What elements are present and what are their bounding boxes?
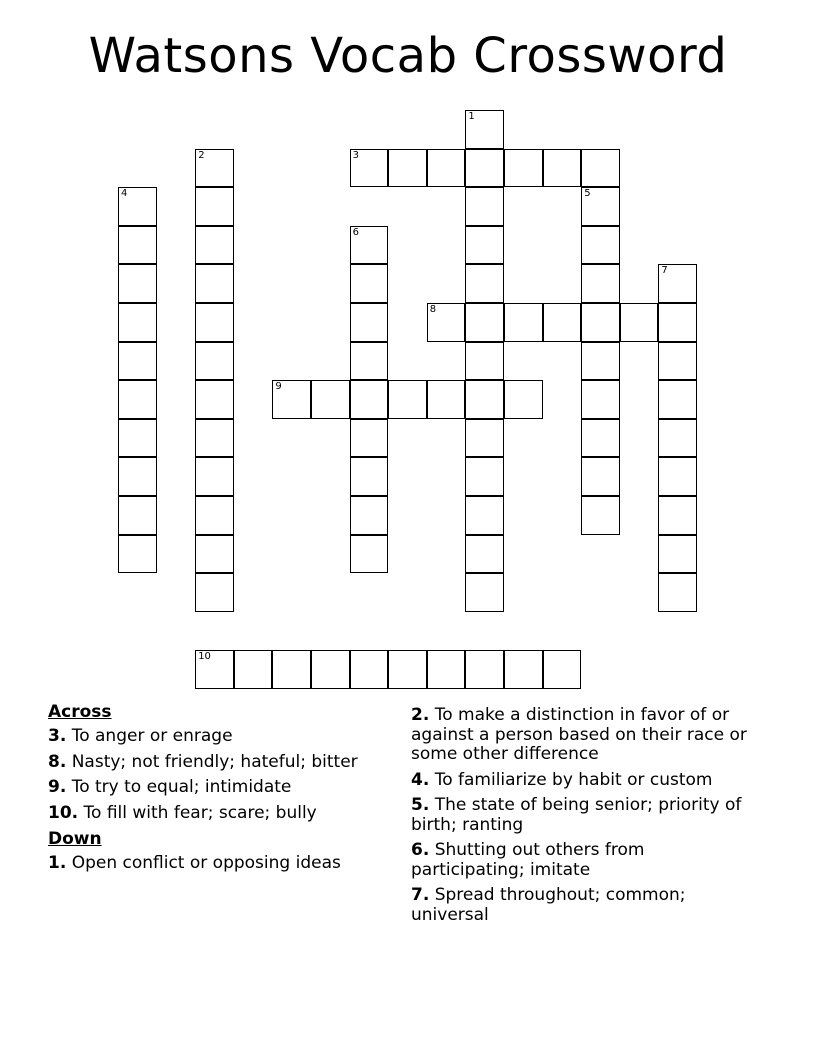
crossword-cell[interactable] bbox=[388, 149, 427, 188]
crossword-cell[interactable] bbox=[118, 342, 157, 381]
cell-number: 9 bbox=[275, 381, 282, 393]
crossword-cell[interactable] bbox=[350, 535, 389, 574]
crossword-cell[interactable] bbox=[195, 457, 234, 496]
clue-text: The state of being senior; priority of birth; ranting bbox=[411, 795, 742, 835]
crossword-cell[interactable] bbox=[581, 264, 620, 303]
crossword-cell[interactable] bbox=[311, 650, 350, 689]
crossword-cell[interactable] bbox=[543, 149, 582, 188]
clue-number: 5. bbox=[411, 795, 430, 815]
cell-number: 4 bbox=[121, 188, 128, 200]
down-clue bbox=[411, 841, 756, 880]
clue-text: Nasty; not friendly; hateful; bitter bbox=[71, 751, 358, 772]
crossword-cell[interactable] bbox=[350, 419, 389, 458]
crossword-cell[interactable] bbox=[427, 149, 466, 188]
clue-text: To fill with fear; scare; bully bbox=[83, 802, 317, 823]
clue-text: To anger or enrage bbox=[71, 726, 233, 746]
down-clue bbox=[411, 771, 756, 791]
across-heading: Across bbox=[48, 702, 112, 722]
crossword-cell[interactable] bbox=[195, 650, 234, 689]
crossword-cell[interactable] bbox=[581, 496, 620, 535]
clue-number: 3. bbox=[48, 726, 67, 746]
cell-number: 6 bbox=[352, 226, 359, 238]
crossword-cell[interactable] bbox=[658, 303, 697, 342]
clue-text: To make a distinction in favor of or against a person based on their race or some other difference bbox=[411, 705, 747, 764]
crossword-cell[interactable] bbox=[620, 303, 659, 342]
crossword-cell[interactable] bbox=[581, 303, 620, 342]
crossword-cell[interactable] bbox=[658, 457, 697, 496]
cell-number: 5 bbox=[584, 188, 591, 200]
crossword-cell[interactable] bbox=[465, 573, 504, 612]
crossword-cell[interactable] bbox=[465, 110, 504, 149]
clues-left-column bbox=[48, 702, 388, 880]
clue-number: 10. bbox=[48, 802, 79, 823]
crossword-cell[interactable] bbox=[465, 342, 504, 381]
page-title: Watsons Vocab Crossword bbox=[88, 28, 728, 84]
cell-number: 7 bbox=[661, 265, 668, 277]
crossword-cell[interactable] bbox=[195, 573, 234, 612]
crossword-cell[interactable] bbox=[118, 264, 157, 303]
down-clue bbox=[411, 706, 756, 765]
crossword-cell[interactable] bbox=[504, 650, 543, 689]
crossword-cell[interactable] bbox=[350, 342, 389, 381]
crossword-cell[interactable] bbox=[195, 303, 234, 342]
crossword-cell[interactable] bbox=[504, 303, 543, 342]
crossword-cell[interactable] bbox=[465, 303, 504, 342]
crossword-cell[interactable] bbox=[658, 573, 697, 612]
crossword-cell[interactable] bbox=[465, 187, 504, 226]
clue-number: 2. bbox=[411, 705, 430, 725]
crossword-cell[interactable] bbox=[658, 419, 697, 458]
crossword-cell[interactable] bbox=[118, 187, 157, 226]
clue-number: 7. bbox=[411, 885, 430, 905]
cell-number: 1 bbox=[468, 111, 475, 122]
crossword-cell[interactable] bbox=[350, 149, 389, 188]
across-clue bbox=[48, 804, 388, 824]
crossword-cell[interactable] bbox=[118, 303, 157, 342]
crossword-cell[interactable] bbox=[427, 380, 466, 419]
across-clue-list bbox=[48, 727, 388, 823]
crossword-cell[interactable] bbox=[581, 342, 620, 381]
across-clue bbox=[48, 778, 388, 798]
down-clue bbox=[411, 886, 756, 925]
crossword-cell[interactable] bbox=[465, 380, 504, 419]
crossword-cell[interactable] bbox=[581, 457, 620, 496]
crossword-cell[interactable] bbox=[543, 303, 582, 342]
down-clue bbox=[48, 854, 388, 874]
crossword-cell[interactable] bbox=[195, 264, 234, 303]
crossword-cell[interactable] bbox=[118, 419, 157, 458]
crossword-cell[interactable] bbox=[465, 149, 504, 188]
crossword-cell[interactable] bbox=[118, 226, 157, 265]
crossword-cell[interactable] bbox=[658, 264, 697, 303]
clue-text: To familiarize by habit or custom bbox=[434, 769, 713, 790]
crossword-cell[interactable] bbox=[465, 535, 504, 574]
crossword-cell[interactable] bbox=[465, 496, 504, 535]
down-clue bbox=[411, 796, 756, 835]
crossword-cell[interactable] bbox=[118, 535, 157, 574]
crossword-cell[interactable] bbox=[465, 264, 504, 303]
crossword-cell[interactable] bbox=[195, 535, 234, 574]
crossword-cell[interactable] bbox=[311, 380, 350, 419]
crossword-cell[interactable] bbox=[350, 496, 389, 535]
across-clue bbox=[48, 727, 388, 747]
crossword-cell[interactable] bbox=[581, 419, 620, 458]
crossword-cell[interactable] bbox=[388, 650, 427, 689]
crossword-cell[interactable] bbox=[118, 457, 157, 496]
clue-number: 1. bbox=[48, 853, 67, 873]
clue-number: 4. bbox=[411, 769, 430, 790]
clue-text: Spread throughout; common; universal bbox=[411, 885, 686, 925]
crossword-cell[interactable] bbox=[350, 457, 389, 496]
crossword-cell[interactable] bbox=[543, 650, 582, 689]
crossword-cell[interactable] bbox=[350, 226, 389, 265]
crossword-cell[interactable] bbox=[350, 264, 389, 303]
crossword-cell[interactable] bbox=[465, 457, 504, 496]
crossword-cell[interactable] bbox=[272, 380, 311, 419]
crossword-cell[interactable] bbox=[581, 380, 620, 419]
crossword-cell[interactable] bbox=[350, 303, 389, 342]
crossword-cell[interactable] bbox=[388, 380, 427, 419]
crossword-cell[interactable] bbox=[581, 187, 620, 226]
crossword-cell[interactable] bbox=[427, 303, 466, 342]
cell-number: 2 bbox=[198, 149, 205, 161]
crossword-cell[interactable] bbox=[195, 342, 234, 381]
crossword-cell[interactable] bbox=[195, 226, 234, 265]
clue-text: Open conflict or opposing ideas bbox=[71, 853, 341, 873]
crossword-cell[interactable] bbox=[234, 650, 273, 689]
clue-number: 6. bbox=[411, 840, 430, 860]
crossword-cell[interactable] bbox=[350, 650, 389, 689]
crossword-cell[interactable] bbox=[195, 496, 234, 535]
cell-number: 10 bbox=[198, 651, 211, 663]
crossword-cell[interactable] bbox=[350, 380, 389, 419]
crossword-cell[interactable] bbox=[118, 496, 157, 535]
crossword-cell[interactable] bbox=[118, 380, 157, 419]
crossword-cell[interactable] bbox=[658, 496, 697, 535]
crossword-cell[interactable] bbox=[195, 380, 234, 419]
crossword-cell[interactable] bbox=[465, 419, 504, 458]
clues-right-column bbox=[411, 702, 756, 931]
crossword-cell[interactable] bbox=[427, 650, 466, 689]
down-heading: Down bbox=[48, 829, 102, 849]
crossword-cell[interactable] bbox=[195, 149, 234, 188]
crossword-cell[interactable] bbox=[465, 226, 504, 265]
crossword-cell[interactable] bbox=[581, 226, 620, 265]
crossword-cell[interactable] bbox=[504, 380, 543, 419]
cell-number: 8 bbox=[429, 304, 437, 315]
cell-number: 3 bbox=[352, 149, 359, 161]
crossword-cell[interactable] bbox=[504, 149, 543, 188]
crossword-cell[interactable] bbox=[581, 149, 620, 188]
crossword-cell[interactable] bbox=[465, 650, 504, 689]
clue-text: Shutting out others from participating; imitate bbox=[411, 840, 645, 880]
crossword-cell[interactable] bbox=[195, 419, 234, 458]
crossword-cell[interactable] bbox=[658, 535, 697, 574]
crossword-cell[interactable] bbox=[195, 187, 234, 226]
clue-text: To try to equal; intimidate bbox=[71, 777, 292, 797]
clue-number: 8. bbox=[48, 751, 67, 772]
across-clue bbox=[48, 753, 388, 773]
clue-number: 9. bbox=[48, 777, 67, 797]
crossword-cell[interactable] bbox=[658, 380, 697, 419]
crossword-cell[interactable] bbox=[272, 650, 311, 689]
crossword-cell[interactable] bbox=[658, 342, 697, 381]
